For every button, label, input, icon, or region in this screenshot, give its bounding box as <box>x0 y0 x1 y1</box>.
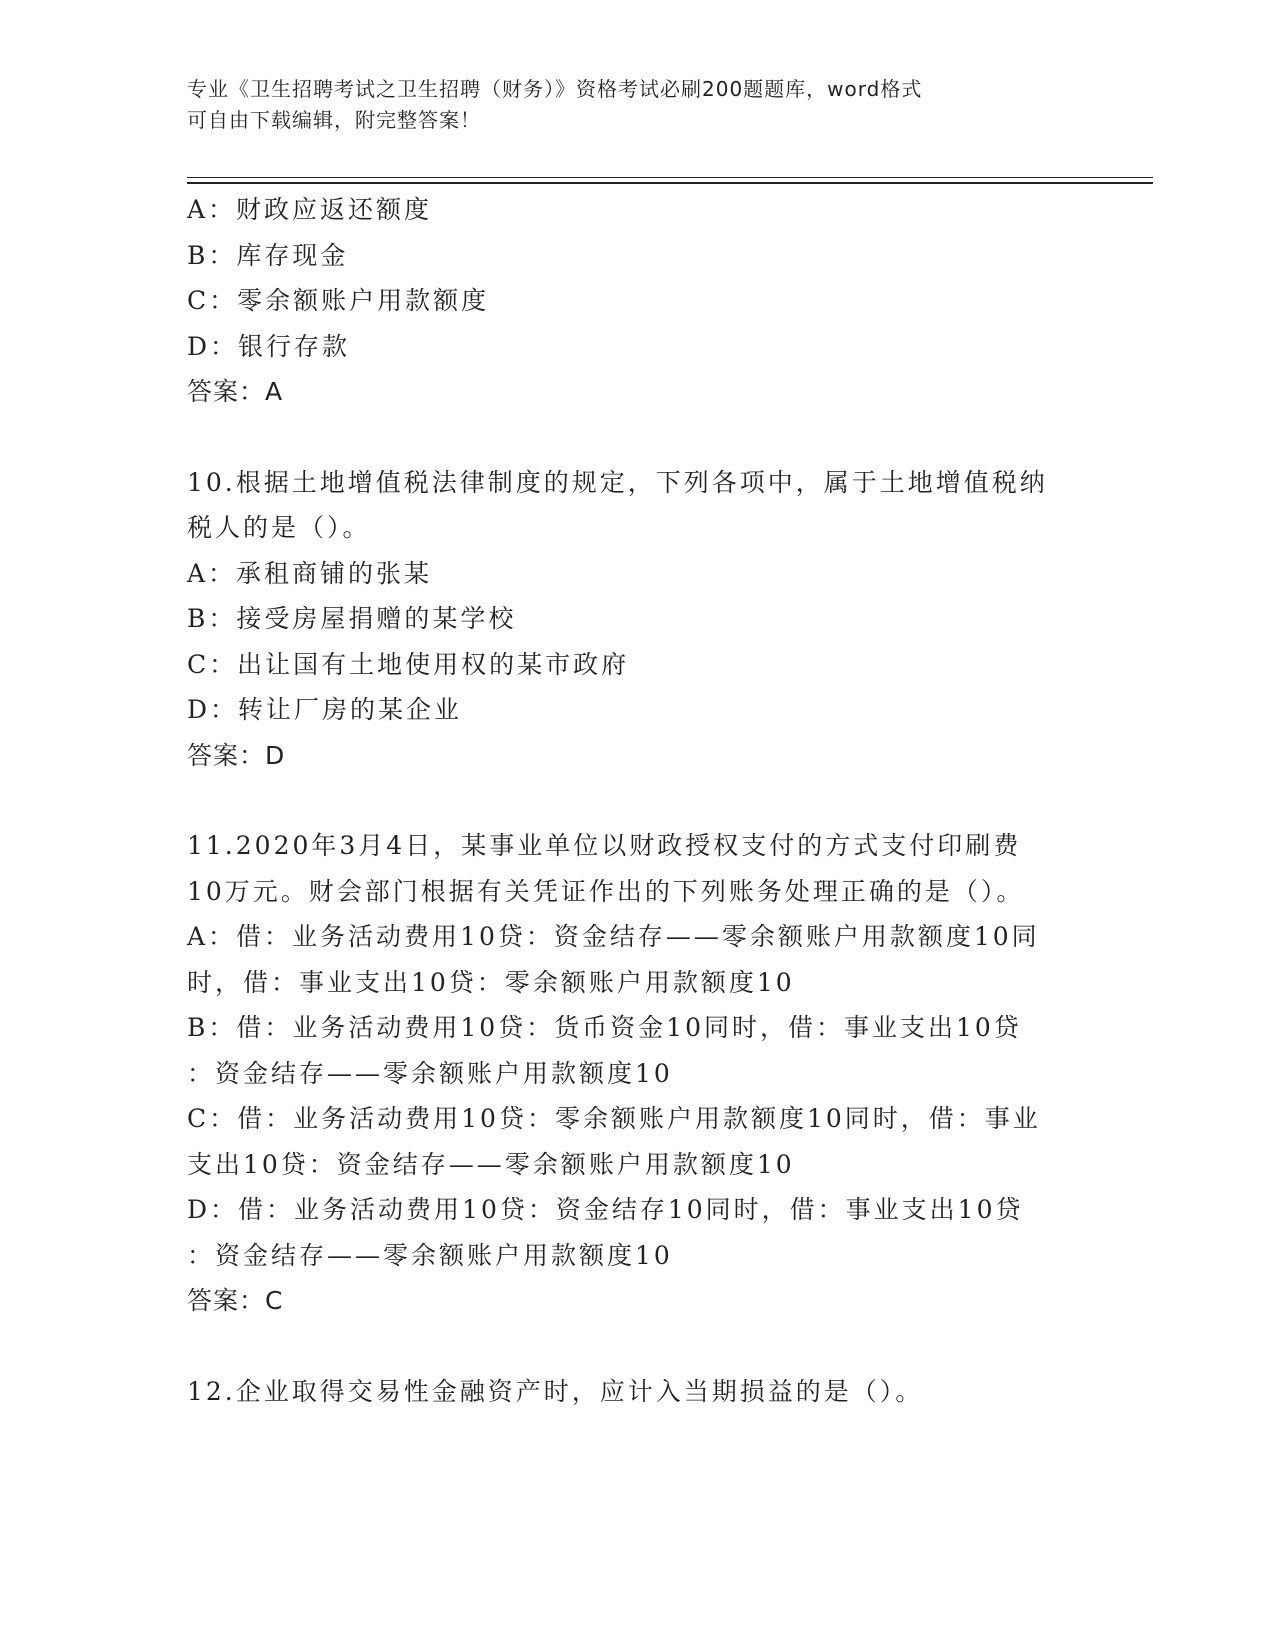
option-c-line-1: C：借：业务活动费用10贷：零余额账户用款额度10同时，借：事业 <box>187 1104 1041 1133</box>
question-stem-line: 11.2020年3月4日，某事业单位以财政授权支付的方式支付印刷费 <box>187 831 1022 860</box>
option-a-line-1: A：借：业务活动费用10贷：资金结存——零余额账户用款额度10同 <box>187 922 1040 951</box>
question-12-block <box>187 1369 1087 1415</box>
question-11-block <box>187 823 1087 1324</box>
header-divider-thick <box>187 182 1153 184</box>
question-9-block <box>187 187 1087 415</box>
option-a-line-2: 时，借：事业支出10贷：零余额账户用款额度10 <box>187 967 795 997</box>
option-d: D：转让厂房的某企业 <box>187 695 463 724</box>
option-b: B：接受房屋捐赠的某学校 <box>187 604 517 633</box>
question-10-block <box>187 460 1087 779</box>
option-b-line-1: B：借：业务活动费用10贷：货币资金10同时，借：事业支出10贷 <box>187 1013 1022 1042</box>
question-stem-line: 10万元。财会部门根据有关凭证作出的下列账务处理正确的是（）。 <box>187 876 1025 906</box>
question-stem-line: 10.根据土地增值税法律制度的规定，下列各项中，属于土地增值税纳 <box>187 467 1048 497</box>
option-d-line-2: ：资金结存——零余额账户用款额度10 <box>187 1240 673 1270</box>
document-header <box>187 74 1067 136</box>
header-divider-thin <box>187 177 1153 178</box>
header-line-1: 专业《卫生招聘考试之卫生招聘（财务）》资格考试必刷200题题库，word格式 <box>187 77 923 101</box>
option-a: A：承租商铺的张某 <box>187 558 433 588</box>
spacer <box>187 415 1087 460</box>
option-c-line-2: 支出10贷：资金结存——零余额账户用款额度10 <box>187 1149 795 1179</box>
option-d-line-1: D：借：业务活动费用10贷：资金结存10同时，借：事业支出10贷 <box>187 1195 1024 1224</box>
option-b-line-2: ：资金结存——零余额账户用款额度10 <box>187 1058 673 1088</box>
answer-label: 答案：A <box>187 377 284 406</box>
option-c: C：出让国有土地使用权的某市政府 <box>187 649 630 679</box>
question-content <box>187 187 1087 1414</box>
option-a: A：财政应返还额度 <box>187 195 433 224</box>
option-c: C：零余额账户用款额度 <box>187 286 490 315</box>
answer-label: 答案：D <box>187 740 286 770</box>
option-d: D：银行存款 <box>187 331 351 361</box>
spacer <box>187 1324 1087 1369</box>
answer-label: 答案：C <box>187 1286 284 1315</box>
option-b: B：库存现金 <box>187 240 349 270</box>
question-stem-line: 税人的是（）。 <box>187 513 371 542</box>
spacer <box>187 778 1087 823</box>
header-line-2: 可自由下载编辑，附完整答案！ <box>187 108 481 132</box>
question-stem-line: 12.企业取得交易性金融资产时，应计入当期损益的是（）。 <box>187 1376 924 1406</box>
